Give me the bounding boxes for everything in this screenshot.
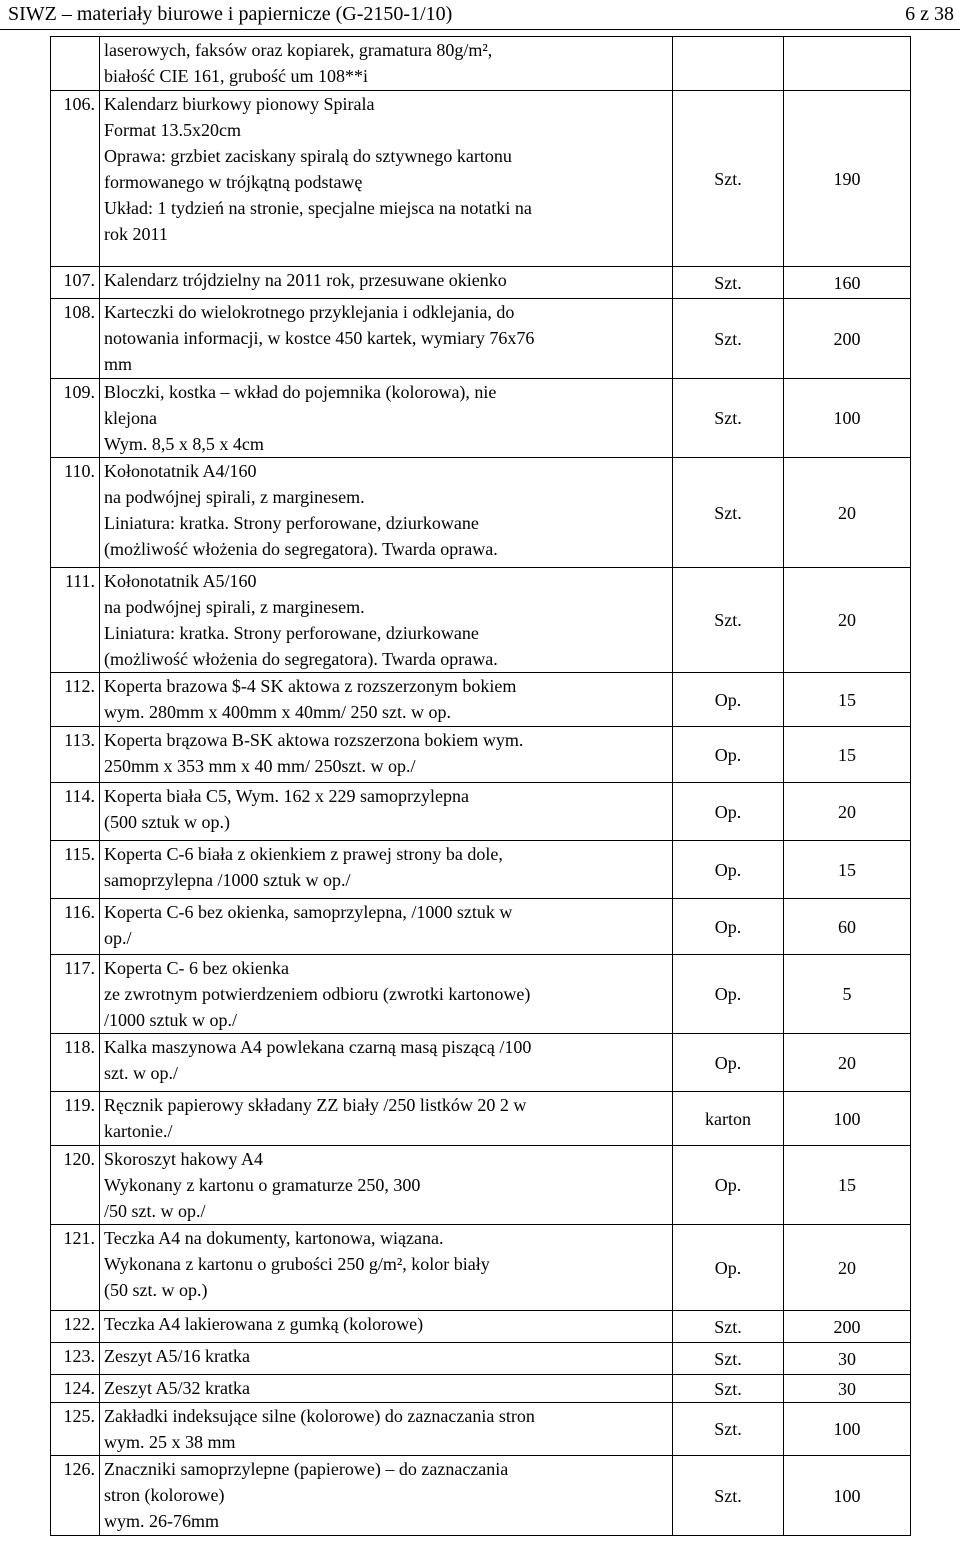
table-row <box>51 1375 911 1403</box>
description-line: (50 szt. w op.) <box>104 1280 208 1300</box>
item-number: 126. <box>51 1456 100 1536</box>
description-line: Kalka maszynowa A4 powlekana czarną masą piszącą /100 <box>104 1037 532 1057</box>
description-line: białość CIE 161, grubość um 108**i <box>104 66 368 86</box>
table-row <box>51 841 911 899</box>
description-line: klejona <box>104 408 157 428</box>
description-line: rok 2011 <box>104 224 168 244</box>
item-unit: Op. <box>673 673 784 727</box>
table-row <box>51 955 911 1034</box>
item-quantity: 20 <box>784 1225 911 1311</box>
description-line: Bloczki, kostka – wkład do pojemnika (kolorowa), nie <box>104 382 497 402</box>
items-table <box>50 36 911 1536</box>
description-line: wym. 26-76mm <box>104 1511 219 1531</box>
item-unit: Op. <box>673 727 784 783</box>
item-unit: Op. <box>673 1034 784 1092</box>
item-quantity: 20 <box>784 568 911 673</box>
item-number: 117. <box>51 955 100 1034</box>
description-line: kartonie./ <box>104 1121 173 1141</box>
table-row <box>51 1311 911 1343</box>
item-description <box>100 267 673 299</box>
item-quantity: 20 <box>784 1034 911 1092</box>
item-description <box>100 1034 673 1092</box>
item-number: 119. <box>51 1092 100 1146</box>
item-number: 110. <box>51 458 100 568</box>
table-row <box>51 37 911 91</box>
item-description <box>100 91 673 267</box>
item-number: 118. <box>51 1034 100 1092</box>
description-line: op./ <box>104 928 132 948</box>
table-row <box>51 568 911 673</box>
table-row <box>51 299 911 379</box>
description-line: Koperta brązowa B-SK aktowa rozszerzona bokiem wym. <box>104 730 524 750</box>
item-number: 114. <box>51 783 100 841</box>
item-quantity: 15 <box>784 673 911 727</box>
description-line: Skoroszyt hakowy A4 <box>104 1149 263 1169</box>
description-line: 250mm x 353 mm x 40 mm/ 250szt. w op./ <box>104 756 416 776</box>
item-number: 108. <box>51 299 100 379</box>
header-underline <box>0 29 960 30</box>
description-line: na podwójnej spirali, z marginesem. <box>104 487 365 507</box>
item-description <box>100 1092 673 1146</box>
item-description <box>100 1311 673 1343</box>
item-quantity: 190 <box>784 91 911 267</box>
item-quantity: 100 <box>784 1403 911 1456</box>
item-description <box>100 899 673 955</box>
item-description <box>100 37 673 91</box>
table-row <box>51 727 911 783</box>
item-quantity: 15 <box>784 841 911 899</box>
item-number: 122. <box>51 1311 100 1343</box>
item-unit: Szt. <box>673 1375 784 1403</box>
description-line: /50 szt. w op./ <box>104 1201 206 1221</box>
description-line: wym. 25 x 38 mm <box>104 1432 236 1452</box>
item-unit: Op. <box>673 783 784 841</box>
description-line: Kalendarz biurkowy pionowy Spirala <box>104 94 375 114</box>
description-line: Układ: 1 tydzień na stronie, specjalne miejsca na notatki na <box>104 198 532 218</box>
page-header <box>0 0 960 30</box>
item-quantity: 20 <box>784 783 911 841</box>
item-quantity: 100 <box>784 379 911 458</box>
description-line: Ręcznik papierowy składany ZZ biały /250 listków 20 2 w <box>104 1095 527 1115</box>
item-quantity: 30 <box>784 1343 911 1375</box>
item-description <box>100 673 673 727</box>
description-line: /1000 sztuk w op./ <box>104 1010 237 1030</box>
item-unit: Szt. <box>673 1456 784 1536</box>
description-line: ze zwrotnym potwierdzeniem odbioru (zwrotki kartonowe) <box>104 984 531 1004</box>
item-number: 120. <box>51 1146 100 1225</box>
description-line: Koperta C-6 biała z okienkiem z prawej strony ba dole, <box>104 844 503 864</box>
description-line: Koperta C-6 bez okienka, samoprzylepna, /1000 sztuk w <box>104 902 513 922</box>
item-quantity: 15 <box>784 727 911 783</box>
description-line: Liniatura: kratka. Strony perforowane, dziurkowane <box>104 623 479 643</box>
description-line: Kołonotatnik A4/160 <box>104 461 257 481</box>
item-description <box>100 379 673 458</box>
item-unit: Szt. <box>673 1343 784 1375</box>
table-row <box>51 91 911 267</box>
item-description <box>100 783 673 841</box>
table-row <box>51 1092 911 1146</box>
description-line: Teczka A4 na dokumenty, kartonowa, wiązana. <box>104 1228 444 1248</box>
description-line: (możliwość włożenia do segregatora). Twarda oprawa. <box>104 649 498 669</box>
description-line: Format 13.5x20cm <box>104 120 241 140</box>
description-line: Wykonana z kartonu o grubości 250 g/m², kolor biały <box>104 1254 490 1274</box>
description-line: Wym. 8,5 x 8,5 x 4cm <box>104 434 264 454</box>
description-line: Koperta C- 6 bez okienka <box>104 958 289 978</box>
items-table-body <box>51 37 911 1536</box>
item-quantity: 100 <box>784 1092 911 1146</box>
item-number: 115. <box>51 841 100 899</box>
item-description <box>100 955 673 1034</box>
document-title: SIWZ – materiały biurowe i papiernicze (G-2150-1/10) <box>8 3 453 25</box>
table-row <box>51 379 911 458</box>
description-line: Karteczki do wielokrotnego przyklejania i odklejania, do <box>104 302 515 322</box>
item-unit: Szt. <box>673 299 784 379</box>
item-number <box>51 37 100 91</box>
item-description <box>100 841 673 899</box>
item-description <box>100 458 673 568</box>
item-number: 112. <box>51 673 100 727</box>
item-quantity: 200 <box>784 1311 911 1343</box>
table-row <box>51 1343 911 1375</box>
page-number: 6 z 38 <box>905 3 954 25</box>
item-unit <box>673 37 784 91</box>
item-unit: Op. <box>673 1225 784 1311</box>
item-unit: Op. <box>673 899 784 955</box>
table-row <box>51 267 911 299</box>
table-row <box>51 1225 911 1311</box>
item-number: 113. <box>51 727 100 783</box>
item-number: 106. <box>51 91 100 267</box>
item-number: 121. <box>51 1225 100 1311</box>
item-number: 107. <box>51 267 100 299</box>
item-description <box>100 568 673 673</box>
description-line: (możliwość włożenia do segregatora). Twarda oprawa. <box>104 539 498 559</box>
item-unit: Op. <box>673 1146 784 1225</box>
description-line: Zeszyt A5/16 kratka <box>104 1346 250 1366</box>
description-line: Liniatura: kratka. Strony perforowane, dziurkowane <box>104 513 479 533</box>
item-quantity: 20 <box>784 458 911 568</box>
description-line: Kalendarz trójdzielny na 2011 rok, przesuwane okienko <box>104 270 507 290</box>
item-quantity <box>784 37 911 91</box>
description-line: laserowych, faksów oraz kopiarek, gramatura 80g/m², <box>104 40 493 60</box>
item-quantity: 100 <box>784 1456 911 1536</box>
item-unit: Szt. <box>673 91 784 267</box>
item-quantity: 5 <box>784 955 911 1034</box>
item-description <box>100 299 673 379</box>
description-line: mm <box>104 354 133 374</box>
description-line: Znaczniki samoprzylepne (papierowe) – do zaznaczania <box>104 1459 509 1479</box>
item-description <box>100 727 673 783</box>
item-unit: Szt. <box>673 458 784 568</box>
item-number: 124. <box>51 1375 100 1403</box>
description-line: Teczka A4 lakierowana z gumką (kolorowe) <box>104 1314 424 1334</box>
item-number: 111. <box>51 568 100 673</box>
table-row <box>51 458 911 568</box>
item-unit: Szt. <box>673 267 784 299</box>
description-line: Koperta brazowa $-4 SK aktowa z rozszerzonym bokiem <box>104 676 517 696</box>
description-line: Kołonotatnik A5/160 <box>104 571 257 591</box>
description-line: Wykonany z kartonu o gramaturze 250, 300 <box>104 1175 421 1195</box>
item-number: 123. <box>51 1343 100 1375</box>
description-line: szt. w op./ <box>104 1063 178 1083</box>
item-unit: Szt. <box>673 1311 784 1343</box>
item-quantity: 15 <box>784 1146 911 1225</box>
description-line: Zeszyt A5/32 kratka <box>104 1378 250 1398</box>
item-description <box>100 1225 673 1311</box>
item-unit: Szt. <box>673 568 784 673</box>
item-unit: Op. <box>673 955 784 1034</box>
table-row <box>51 1034 911 1092</box>
item-unit: karton <box>673 1092 784 1146</box>
item-description <box>100 1456 673 1536</box>
item-description <box>100 1146 673 1225</box>
table-row <box>51 1456 911 1536</box>
item-number: 109. <box>51 379 100 458</box>
table-row <box>51 899 911 955</box>
item-quantity: 200 <box>784 299 911 379</box>
description-line: formowanego w trójkątną podstawę <box>104 172 363 192</box>
item-description <box>100 1343 673 1375</box>
table-row <box>51 783 911 841</box>
description-line: samoprzylepna /1000 sztuk w op./ <box>104 870 351 890</box>
table-row <box>51 1146 911 1225</box>
table-row <box>51 1403 911 1456</box>
item-unit: Op. <box>673 841 784 899</box>
item-quantity: 30 <box>784 1375 911 1403</box>
table-row <box>51 673 911 727</box>
description-line: stron (kolorowe) <box>104 1485 225 1505</box>
description-line: (500 sztuk w op.) <box>104 812 230 832</box>
description-line: Zakładki indeksujące silne (kolorowe) do zaznaczania stron <box>104 1406 535 1426</box>
item-quantity: 160 <box>784 267 911 299</box>
description-line: notowania informacji, w kostce 450 kartek, wymiary 76x76 <box>104 328 535 348</box>
item-description <box>100 1403 673 1456</box>
item-number: 125. <box>51 1403 100 1456</box>
item-quantity: 60 <box>784 899 911 955</box>
item-description <box>100 1375 673 1403</box>
description-line: wym. 280mm x 400mm x 40mm/ 250 szt. w op. <box>104 702 452 722</box>
description-line: Koperta biała C5, Wym. 162 x 229 samoprzylepna <box>104 786 470 806</box>
description-line: na podwójnej spirali, z marginesem. <box>104 597 365 617</box>
description-line: Oprawa: grzbiet zaciskany spiralą do sztywnego kartonu <box>104 146 512 166</box>
item-number: 116. <box>51 899 100 955</box>
item-unit: Szt. <box>673 1403 784 1456</box>
item-unit: Szt. <box>673 379 784 458</box>
